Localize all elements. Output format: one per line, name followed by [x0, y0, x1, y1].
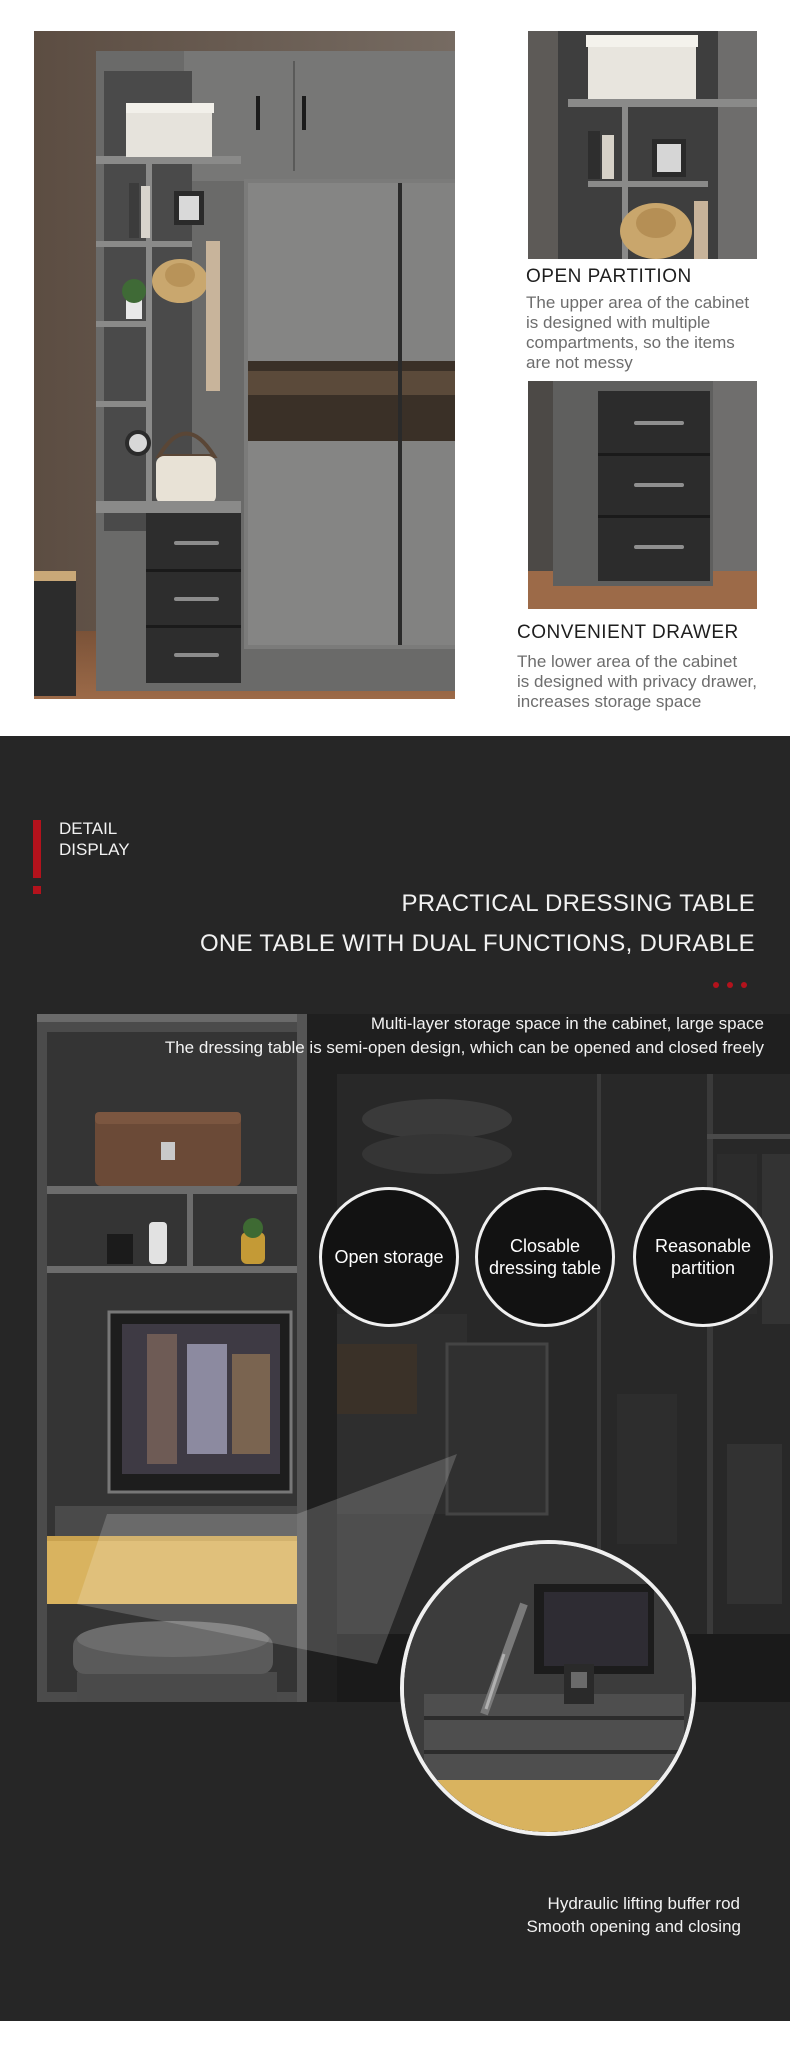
- feature-circle-label: Closable dressing table: [488, 1236, 602, 1278]
- description-line: compartments, so the items: [526, 333, 735, 352]
- dressing-table-illustration: [37, 1014, 790, 1702]
- dot: [727, 982, 733, 988]
- feature-circle-reasonable-partition: [633, 1187, 773, 1327]
- accent-bar: [33, 820, 41, 878]
- convenient-drawer-photo: [528, 381, 757, 609]
- description-line: The upper area of the cabinet: [526, 293, 750, 312]
- description-line: increases storage space: [517, 692, 702, 711]
- caption-storage: Multi-layer storage space in the cabinet, large space: [370, 1014, 764, 1033]
- rod-caption-line2: [0, 1917, 741, 1937]
- drawer-illustration: [528, 381, 757, 609]
- rod-caption-line1: [0, 1894, 740, 1914]
- section-label-line: DETAIL: [59, 819, 118, 838]
- wardrobe-illustration: [34, 31, 455, 699]
- wardrobe-photo: [34, 31, 455, 699]
- rod-caption-text: Smooth opening and closing: [526, 1917, 741, 1936]
- convenient-drawer-description: [517, 652, 757, 712]
- headline-primary: PRACTICAL DRESSING TABLE: [401, 890, 755, 917]
- feature-circle-closable-dressing-table: [475, 1187, 615, 1327]
- section-label: [59, 818, 130, 860]
- caption-semi-open: The dressing table is semi-open design, which can be opened and closed freely: [164, 1038, 764, 1057]
- page-footer-band: [0, 2021, 790, 2051]
- open-partition-photo: [528, 31, 757, 259]
- open-partition-description: [526, 293, 749, 373]
- description-line: is designed with privacy drawer,: [517, 672, 758, 691]
- dot: [713, 982, 719, 988]
- feature-circle-label: Open storage: [334, 1247, 444, 1267]
- partition-illustration: [528, 31, 757, 259]
- headline-secondary: ONE TABLE WITH DUAL FUNCTIONS, DURABLE: [199, 930, 755, 957]
- dot: [741, 982, 747, 988]
- dressing-table-photo: [37, 1014, 790, 1702]
- description-line: are not messy: [526, 353, 633, 372]
- section-label-line: DISPLAY: [59, 840, 130, 859]
- feature-circle-label: Reasonable partition: [654, 1236, 752, 1278]
- convenient-drawer-title: CONVENIENT DRAWER: [517, 622, 739, 643]
- accent-dot: [33, 886, 41, 894]
- hydraulic-rod-closeup: [400, 1540, 696, 1836]
- hydraulic-rod-illustration: [404, 1544, 696, 1836]
- open-partition-title: OPEN PARTITION: [526, 266, 692, 287]
- description-line: The lower area of the cabinet: [517, 652, 738, 671]
- rod-caption-text: Hydraulic lifting buffer rod: [547, 1894, 740, 1913]
- description-line: is designed with multiple: [526, 313, 711, 332]
- feature-section: [0, 0, 790, 736]
- feature-circle-open-storage: [319, 1187, 459, 1327]
- detail-display-section: [0, 736, 790, 2021]
